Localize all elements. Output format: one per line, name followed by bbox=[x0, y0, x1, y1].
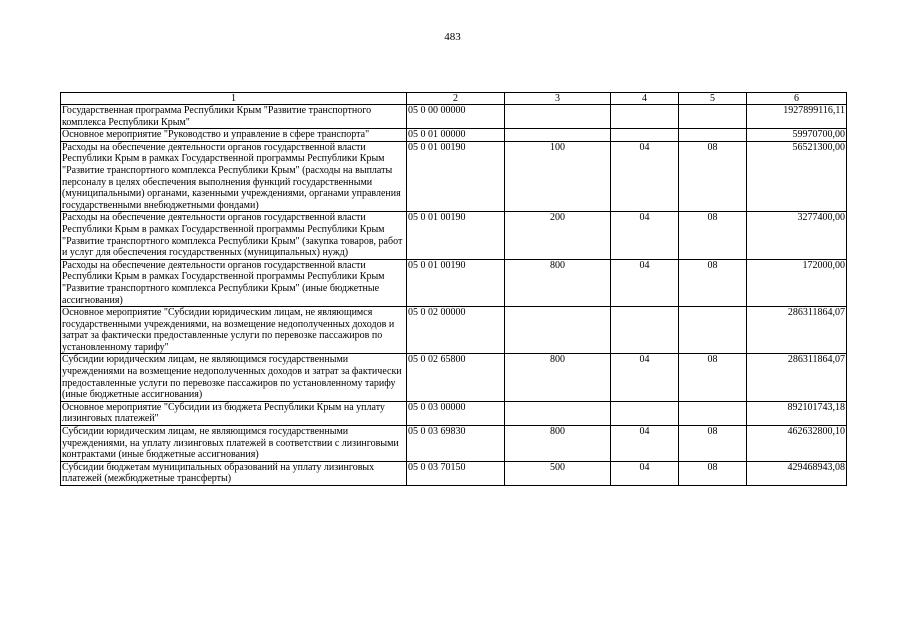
row-subsection: 08 bbox=[679, 141, 747, 212]
row-name: Основное мероприятие "Субсидии юридическим лицам, не являющимся государственными учреждениями, на возмещение недополученных доходов и затрат за фактически предоставленные услуги по перевозке пассажиров по установленному тарифу" bbox=[61, 307, 407, 354]
row-expense-type bbox=[505, 129, 611, 142]
row-name: Субсидии бюджетам муниципальных образований на уплату лизинговых платежей (межбюджетные трансферты) bbox=[61, 461, 407, 485]
row-code: 05 0 03 70150 bbox=[407, 461, 505, 485]
row-amount: 3277400,00 bbox=[747, 212, 847, 259]
row-expense-type: 800 bbox=[505, 259, 611, 306]
row-code: 05 0 01 00000 bbox=[407, 129, 505, 142]
row-code: 05 0 01 00190 bbox=[407, 141, 505, 212]
row-amount: 56521300,00 bbox=[747, 141, 847, 212]
row-subsection: 08 bbox=[679, 426, 747, 462]
row-expense-type bbox=[505, 105, 611, 129]
table-row bbox=[61, 105, 847, 129]
table-row bbox=[61, 461, 847, 485]
row-name: Расходы на обеспечение деятельности органов государственной власти Республики Крым в рамках Государственной программы Республики Крым "Развитие транспортного комплекса Республики Крым" (расходы на выплаты персоналу в целях обеспечения выполнения функций государственными (муниципальными) органами, казенными учреждениями, органами управления государственными внебюджетными фондами) bbox=[61, 141, 407, 212]
row-name: Государственная программа Республики Крым "Развитие транспортного комплекса Республики Крым" bbox=[61, 105, 407, 129]
row-section bbox=[611, 401, 679, 425]
table-row bbox=[61, 259, 847, 306]
row-amount: 462632800,10 bbox=[747, 426, 847, 462]
row-section bbox=[611, 129, 679, 142]
row-expense-type: 800 bbox=[505, 426, 611, 462]
row-code: 05 0 02 00000 bbox=[407, 307, 505, 354]
row-expense-type: 200 bbox=[505, 212, 611, 259]
row-name: Основное мероприятие "Руководство и управление в сфере транспорта" bbox=[61, 129, 407, 142]
row-code: 05 0 01 00190 bbox=[407, 259, 505, 306]
row-code: 05 0 00 00000 bbox=[407, 105, 505, 129]
table-header-row bbox=[61, 93, 847, 105]
row-subsection bbox=[679, 307, 747, 354]
table-row bbox=[61, 401, 847, 425]
row-section: 04 bbox=[611, 141, 679, 212]
row-name: Субсидии юридическим лицам, не являющимся государственными учреждениями на возмещение недополученных доходов и затрат за фактически предоставленные услуги по перевозке пассажиров по установленному тарифу (иные бюджетные ассигнования) bbox=[61, 354, 407, 401]
budget-table bbox=[60, 92, 847, 486]
row-expense-type bbox=[505, 307, 611, 354]
row-section: 04 bbox=[611, 354, 679, 401]
row-expense-type bbox=[505, 401, 611, 425]
table-row bbox=[61, 141, 847, 212]
row-amount: 429468943,08 bbox=[747, 461, 847, 485]
row-subsection bbox=[679, 105, 747, 129]
row-amount: 286311864,07 bbox=[747, 307, 847, 354]
row-section: 04 bbox=[611, 461, 679, 485]
table-row bbox=[61, 129, 847, 142]
column-header: 3 bbox=[505, 93, 611, 105]
table-row bbox=[61, 307, 847, 354]
page-number: 483 bbox=[444, 31, 461, 43]
table-row bbox=[61, 426, 847, 462]
table-row bbox=[61, 212, 847, 259]
row-amount: 892101743,18 bbox=[747, 401, 847, 425]
row-amount: 172000,00 bbox=[747, 259, 847, 306]
row-expense-type: 500 bbox=[505, 461, 611, 485]
row-section bbox=[611, 105, 679, 129]
row-subsection: 08 bbox=[679, 259, 747, 306]
row-name: Расходы на обеспечение деятельности органов государственной власти Республики Крым в рамках Государственной программы Республики Крым "Развитие транспортного комплекса Республики Крым" (закупка товаров, работ и услуг для обеспечения государственных (муниципальных) нужд) bbox=[61, 212, 407, 259]
row-section: 04 bbox=[611, 259, 679, 306]
table-row bbox=[61, 354, 847, 401]
row-section: 04 bbox=[611, 212, 679, 259]
row-code: 05 0 03 69830 bbox=[407, 426, 505, 462]
row-subsection: 08 bbox=[679, 212, 747, 259]
row-amount: 286311864,07 bbox=[747, 354, 847, 401]
column-header: 6 bbox=[747, 93, 847, 105]
column-header: 5 bbox=[679, 93, 747, 105]
row-subsection: 08 bbox=[679, 354, 747, 401]
column-header: 4 bbox=[611, 93, 679, 105]
row-name: Субсидии юридическим лицам, не являющимся государственными учреждениями, на уплату лизинговых платежей в соответствии с лизинговыми контрактами (иные бюджетные ассигнования) bbox=[61, 426, 407, 462]
row-amount: 59970700,00 bbox=[747, 129, 847, 142]
row-code: 05 0 02 65800 bbox=[407, 354, 505, 401]
row-subsection bbox=[679, 401, 747, 425]
row-expense-type: 800 bbox=[505, 354, 611, 401]
row-amount: 1927899116,11 bbox=[747, 105, 847, 129]
column-header: 2 bbox=[407, 93, 505, 105]
row-name: Расходы на обеспечение деятельности органов государственной власти Республики Крым в рамках Государственной программы Республики Крым "Развитие транспортного комплекса Республики Крым" (иные бюджетные ассигнования) bbox=[61, 259, 407, 306]
row-code: 05 0 03 00000 bbox=[407, 401, 505, 425]
column-header: 1 bbox=[61, 93, 407, 105]
row-subsection bbox=[679, 129, 747, 142]
row-name: Основное мероприятие "Субсидии из бюджета Республики Крым на уплату лизинговых платежей" bbox=[61, 401, 407, 425]
row-code: 05 0 01 00190 bbox=[407, 212, 505, 259]
row-section: 04 bbox=[611, 426, 679, 462]
row-expense-type: 100 bbox=[505, 141, 611, 212]
row-section bbox=[611, 307, 679, 354]
row-subsection: 08 bbox=[679, 461, 747, 485]
